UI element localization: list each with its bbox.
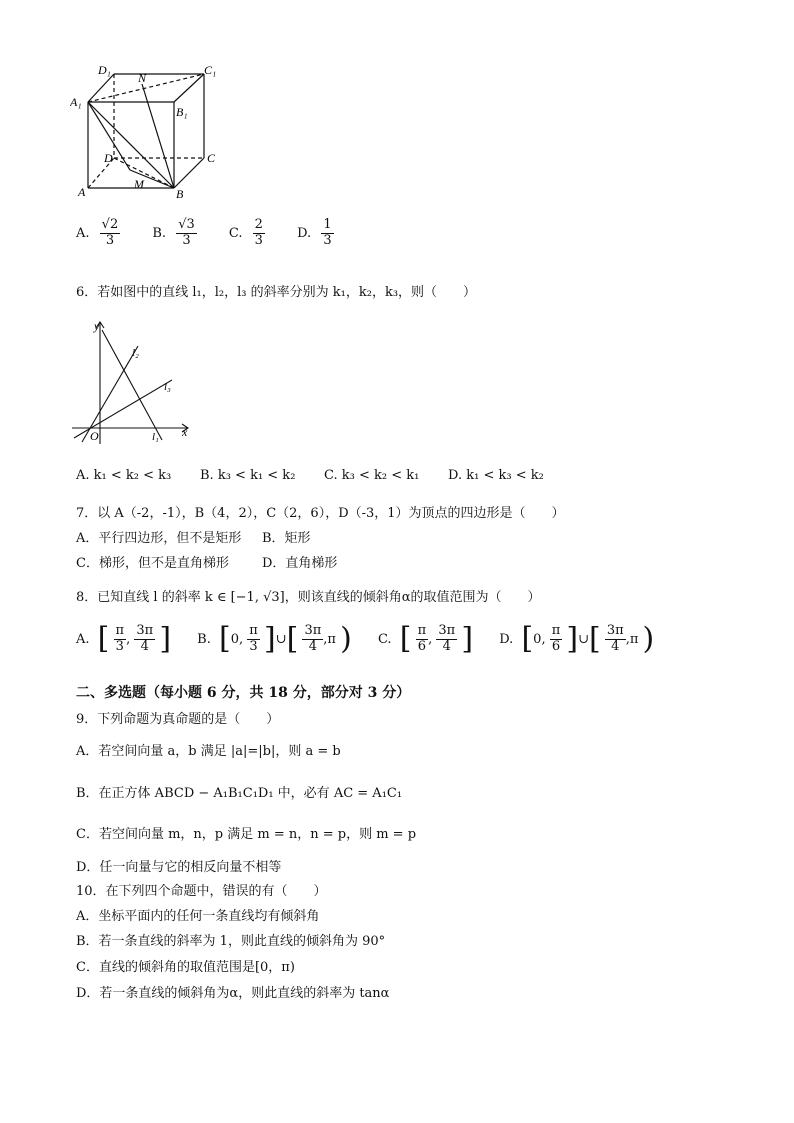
- q6-stem: 6．若如图中的直线 l₁，l₂，l₃ 的斜率分别为 k₁，k₂，k₃，则（ ）: [76, 285, 477, 300]
- q6-line-l3-label: l₃: [164, 381, 171, 393]
- cube-label-C1: C₁: [204, 63, 217, 77]
- q8-stem: 8．已知直线 l 的斜率 k ∈ [−1, √3]，则该直线的倾斜角α的取值范围为（ ）: [76, 590, 541, 605]
- cube-label-D1: D₁: [98, 63, 111, 77]
- q6-axis-x-label: x: [182, 425, 188, 439]
- q5-option-b-fraction: $\frac{√3}{3}$: [178, 217, 195, 248]
- q10-option-d: D．若一条直线的倾斜角为α，则此直线的斜率为 tanα: [76, 986, 390, 1001]
- q9-stem: 9．下列命题为真命题的是（ ）: [76, 712, 280, 727]
- q8-options: A. [ $\frac{\pi}{3}$ , $\frac{3\pi}{4}$ ] B. [0, $\frac{\pi}{3}$ ]∪[ $\frac{3\pi}{4}$ ,π ) C. [ $\frac{\pi}{6}$ , $\frac{3\pi}{4}$ ] D. [0, $\frac{\pi}{6}$ ]∪[ $\frac{3\pi}{4}$ ,π ): [76, 621, 655, 657]
- q5-option-c-fraction: $\frac{2}{3}$: [254, 217, 263, 248]
- q8-option-b-label: B.: [197, 631, 211, 647]
- cube-label-D: D: [104, 151, 113, 165]
- q7-option-c: C．梯形，但不是直角梯形: [76, 556, 229, 571]
- q5-options: [76, 218, 334, 249]
- q5-option-a-label: A.: [76, 225, 90, 241]
- q8-option-d-label: D.: [499, 631, 514, 647]
- q5-option-a-fraction: $\frac{√2}{3}$: [101, 217, 119, 248]
- q5-option-d-fraction: $\frac{1}{3}$: [323, 217, 332, 248]
- q10-option-c: C．直线的倾斜角的取值范围是[0，π): [76, 960, 295, 975]
- q6-line-l1-label: l₁: [152, 431, 159, 443]
- q9-option-a: A．若空间向量 a，b 满足 |a|=|b|，则 a = b: [76, 744, 341, 759]
- q6-option-b: B. k₃ < k₁ < k₂: [200, 468, 296, 483]
- cube-label-C: C: [207, 151, 216, 165]
- cube-label-B1: B₁: [176, 105, 188, 119]
- q6-origin-label: O: [90, 429, 99, 443]
- q6-axis-y-label: y: [94, 319, 100, 333]
- q6-graph: [68, 316, 198, 446]
- cube-label-A: A: [78, 185, 86, 199]
- q6-option-c: C. k₃ < k₂ < k₁: [324, 468, 420, 483]
- q9-option-c: C．若空间向量 m，n，p 满足 m = n，n = p，则 m = p: [76, 827, 417, 842]
- q10-option-b: B．若一条直线的斜率为 1，则此直线的倾斜角为 90°: [76, 934, 386, 949]
- q9-option-d: D．任一向量与它的相反向量不相等: [76, 860, 282, 875]
- q5-option-b-label: B.: [152, 225, 167, 241]
- cube-figure: [70, 62, 230, 202]
- q10-option-a: A．坐标平面内的任何一条直线均有倾斜角: [76, 909, 320, 924]
- q6-option-d: D. k₁ < k₃ < k₂: [448, 468, 544, 483]
- cube-label-B: B: [176, 187, 184, 201]
- cube-label-M: M: [134, 177, 144, 191]
- q5-option-c-label: C.: [228, 225, 243, 241]
- q7-option-d: D．直角梯形: [262, 556, 338, 571]
- q6-option-a: A. k₁ < k₂ < k₃: [76, 468, 172, 483]
- cube-label-A1: A₁: [70, 95, 82, 109]
- q9-option-b: B．在正方体 ABCD − A₁B₁C₁D₁ 中，必有 AC = A₁C₁: [76, 786, 403, 801]
- q5-option-d-label: D.: [297, 225, 312, 241]
- q7-option-a: A．平行四边形，但不是矩形: [76, 531, 242, 546]
- cube-label-N: N: [138, 71, 147, 85]
- q6-line-l2-label: l₂: [132, 347, 139, 359]
- q8-option-a-label: A.: [76, 631, 90, 647]
- q10-stem: 10．在下列四个命题中，错误的有（ ）: [76, 884, 327, 899]
- q7-stem: 7．以 A（-2，-1），B（4，2），C（2，6），D（-3，1）为顶点的四边形是（ ）: [76, 506, 565, 521]
- q8-option-c-label: C.: [377, 631, 392, 647]
- q7-option-b: B．矩形: [262, 531, 311, 546]
- section2-title: 二、多选题（每小题 6 分，共 18 分，部分对 3 分）: [76, 685, 411, 701]
